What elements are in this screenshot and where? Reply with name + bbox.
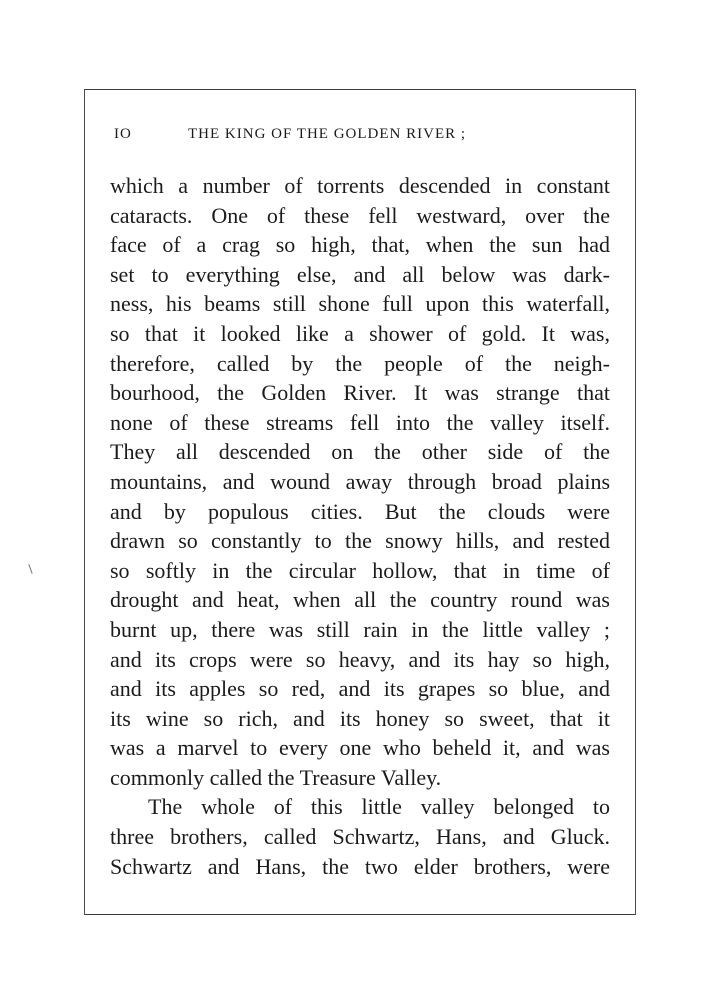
text-line: so softly in the circular hollow, that in time of xyxy=(110,557,610,583)
running-header xyxy=(114,126,610,150)
text-line: was a marvel to every one who beheld it, and was xyxy=(110,735,610,761)
text-line: which a number of torrents descended in constant xyxy=(110,173,610,198)
stray-margin-mark xyxy=(28,564,32,574)
text-line: so that it looked like a shower of gold. It was, xyxy=(110,320,610,346)
text-line: They all descended on the other side of the xyxy=(110,439,610,465)
body-text xyxy=(110,171,610,881)
text-line: bourhood, the Golden River. It was strange that xyxy=(110,380,610,406)
text-line: and its crops were so heavy, and its hay so high, xyxy=(110,646,610,672)
text-line: face of a crag so high, that, when the sun had xyxy=(110,232,610,258)
text-line: none of these streams fell into the valley itself. xyxy=(110,409,610,435)
text-line: therefore, called by the people of the neigh- xyxy=(110,350,610,376)
text-line: three brothers, called Schwartz, Hans, and Gluck. xyxy=(110,824,610,850)
text-line: and its apples so red, and its grapes so blue, and xyxy=(110,676,610,702)
text-line: and by populous cities. But the clouds were xyxy=(110,498,610,524)
text-line: burnt up, there was still rain in the little valley ; xyxy=(110,616,610,642)
paragraph-end-line: commonly called the Treasure Valley. xyxy=(110,764,442,790)
paragraph-start-line: The whole of this little valley belonged to xyxy=(148,794,610,820)
text-line: drought and heat, when all the country round was xyxy=(110,587,610,613)
page-number: IO xyxy=(114,126,132,142)
text-line: set to everything else, and all below was dark- xyxy=(110,261,610,287)
text-line: ness, his beams still shone full upon this waterfall, xyxy=(110,291,610,317)
text-line: cataracts. One of these fell westward, over the xyxy=(110,202,610,228)
text-line: Schwartz and Hans, the two elder brothers, were xyxy=(110,853,610,879)
text-line: mountains, and wound away through broad plains xyxy=(110,468,610,494)
text-line: drawn so constantly to the snowy hills, and rested xyxy=(110,528,610,554)
text-line: its wine so rich, and its honey so sweet, that it xyxy=(110,705,610,731)
running-title: THE KING OF THE GOLDEN RIVER ; xyxy=(188,126,467,142)
